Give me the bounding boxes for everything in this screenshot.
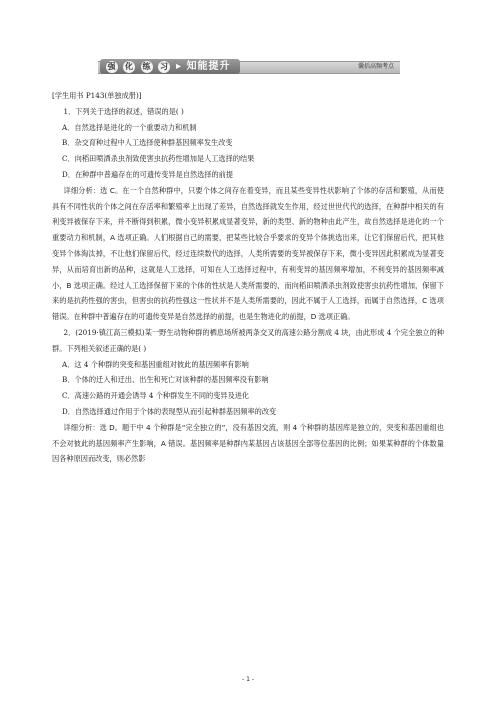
question-1-option-c: C．向稻田喷洒杀虫剂致使害虫抗药性增加是人工选择的结果 bbox=[62, 154, 255, 164]
question-2-analysis: 详细分析：选 D。题干中 4 个种群是“完全独立的”，没有基因交流，则 4 个种群的基因库是独立的，突变和基因重组也不会对彼此的基因频率产生影响，A 错误。基因频率是种群内某基因占该基因全部等位基因的比例；如果某种群的个体数量因各种原因而改变，则必然影 bbox=[52, 422, 444, 464]
question-2-stem: 2．(2019·镇江高三模拟)某一野生动物种群的栖息场所被两条交叉的高速公路分割成 4 块，由此形成 4 个完全独立的种群。下列相关叙述正确的是( ) bbox=[52, 327, 444, 353]
banner-title bbox=[100, 59, 240, 74]
banner-subtitle: 知能提升 bbox=[186, 61, 231, 72]
banner-char-2: 化 bbox=[124, 62, 134, 71]
banner-arrow-icon: ▸ bbox=[175, 61, 182, 72]
page-number: - 1 - bbox=[242, 676, 254, 683]
banner-char-4: 习 bbox=[159, 62, 169, 71]
question-1-option-b: B．杂交育种过程中人工选择使种群基因频率发生改变 bbox=[62, 138, 233, 148]
question-1-stem: 1．下列关于选择的叙述，错误的是( ) bbox=[63, 106, 184, 116]
question-1-option-d: D．在种群中普遍存在的可遗传变异是自然选择的前提 bbox=[62, 169, 234, 179]
banner-char-3: 练 bbox=[142, 62, 152, 71]
question-2-option-c: C．高速公路的开通会诱导 4 个种群发生不同的变异及进化 bbox=[62, 391, 250, 401]
question-2-option-b: B．个体的迁入和迁出、出生和死亡对该种群的基因频率没有影响 bbox=[62, 375, 269, 385]
banner-tagline: 囊括高频考点 bbox=[357, 63, 394, 70]
banner-char-1: 强 bbox=[107, 62, 117, 71]
section-banner bbox=[98, 59, 400, 74]
question-2-option-a: A．这 4 个种群的突变和基因重组对彼此的基因频率有影响 bbox=[62, 359, 249, 369]
document-body bbox=[52, 88, 444, 467]
question-1-option-a: A．自然选择是进化的一个重要动力和机制 bbox=[62, 122, 197, 132]
source-reference: [学生用书 P143(单独成册)] bbox=[52, 91, 142, 100]
question-2-option-d: D．自然选择通过作用于个体的表现型从而引起种群基因频率的改变 bbox=[62, 406, 277, 416]
question-1-analysis: 详细分析：选 C。在一个自然种群中，只要个体之间存在着变异，而且某些变异性状影响了个体的存活和繁殖，从而使具有不同性状的个体之间在存活率和繁殖率上出现了差异，自然选择就发生作用，经过世世代代的选择，在种群中相关的有利变异被保存下来，并不断得到积累，微小变异积累成显著变异，新的类型、新的物种由此产生，故自然选择是进化的一个重要动力和机制，A 选项正确。人们根据自己的需要，把某些比较合乎要求的变异个体挑选出来，让它们保留后代，把其他变异个体淘汰掉，不让他们保留后代，经过连续数代的选择，人类所需要的变异被保存下来，微小变异因此积累成为显著变异，从而培育出新的品种，这就是人工选择，可知在人工选择过程中，有利变异的基因频率增加，不利变异的基因频率减小，B 选项正确。经过人工选择保留下来的个体的性状是人类所需要的，而向稻田喷洒杀虫剂致使害虫抗药性增加，保留下来的是抗药性强的害虫，但害虫的抗药性强这一性状并不是人类所需要的，因此不属于人工选择，而属于自然选择，C 选项错误。在种群中普遍存在的可遗传变异是自然选择的前提，也是生物进化的前提，D 选项正确。 bbox=[52, 185, 444, 322]
